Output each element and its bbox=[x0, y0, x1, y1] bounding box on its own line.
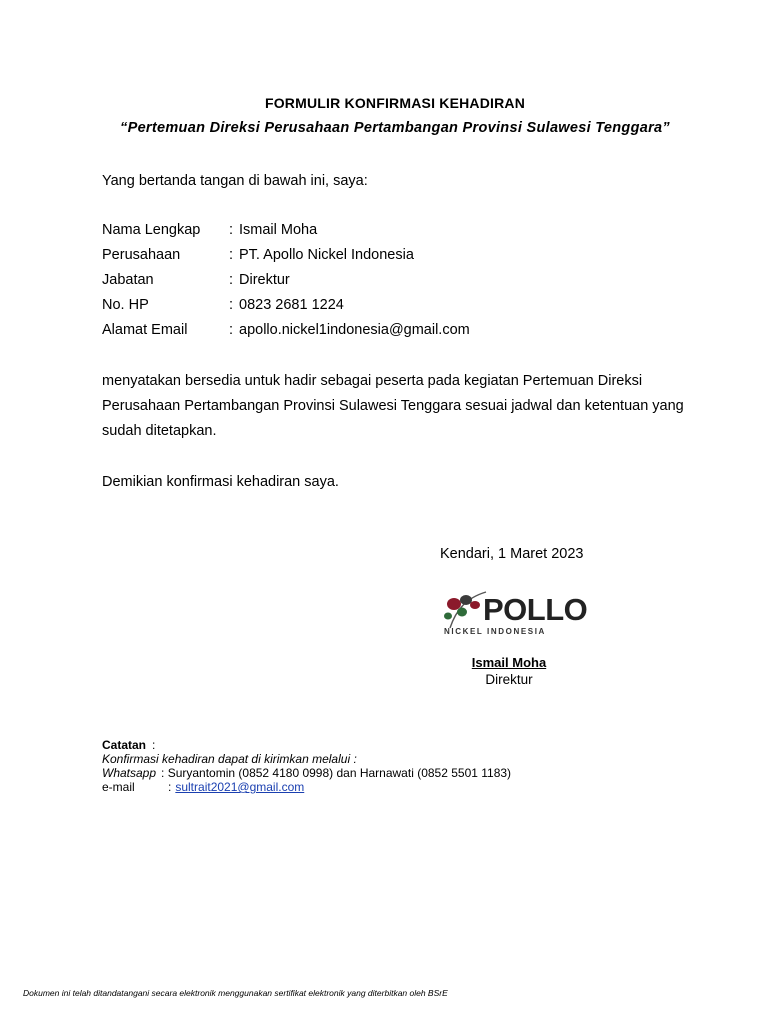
notes-whatsapp-row bbox=[102, 766, 511, 780]
identity-fields bbox=[102, 217, 470, 342]
field-label: No. HP bbox=[102, 296, 149, 313]
field-row-company bbox=[102, 242, 470, 267]
field-row-position bbox=[102, 267, 470, 292]
notes-section bbox=[102, 738, 511, 794]
logo-subtext: NICKEL INDONESIA bbox=[444, 627, 546, 636]
field-row-email bbox=[102, 317, 470, 342]
intro-text: Yang bertanda tangan di bawah ini, saya: bbox=[102, 173, 368, 189]
logo-text: POLLO bbox=[483, 592, 588, 627]
email-label: e-mail bbox=[102, 780, 135, 794]
notes-heading-row bbox=[102, 738, 511, 752]
form-title: FORMULIR KONFIRMASI KEHADIRAN bbox=[264, 95, 526, 111]
field-label: Nama Lengkap bbox=[102, 221, 201, 238]
whatsapp-label: Whatsapp bbox=[102, 766, 157, 780]
notes-email-row bbox=[102, 780, 511, 794]
field-label: Jabatan bbox=[102, 271, 154, 288]
field-value-phone: 0823 2681 1224 bbox=[239, 296, 344, 313]
field-value-company: PT. Apollo Nickel Indonesia bbox=[239, 246, 414, 263]
field-colon: : bbox=[229, 221, 234, 238]
field-colon: : bbox=[229, 321, 234, 338]
signer-title: Direktur bbox=[485, 672, 533, 687]
notes-heading: Catatan bbox=[102, 738, 147, 752]
field-colon: : bbox=[229, 271, 234, 288]
field-colon: : bbox=[229, 246, 234, 263]
signer-name: Ismail Moha bbox=[471, 655, 547, 670]
statement-paragraph: menyatakan bersedia untuk hadir sebagai peserta pada kegiatan Pertemuan Direksi Perusahaan Pertambangan Provinsi Sulawesi Tenggara sesuai jadwal dan ketentuan yang sudah ditetapkan. bbox=[102, 373, 684, 439]
field-label: Perusahaan bbox=[102, 246, 181, 263]
company-logo bbox=[442, 586, 602, 644]
event-subtitle: “Pertemuan Direksi Perusahaan Pertambangan Provinsi Sulawesi Tenggara” bbox=[120, 120, 670, 136]
email-colon: : bbox=[168, 780, 172, 794]
notes-line: Konfirmasi kehadiran dapat di kirimkan melalui : bbox=[102, 752, 357, 766]
field-value-name: Ismail Moha bbox=[239, 221, 318, 238]
closing-text: Demikian konfirmasi kehadiran saya. bbox=[102, 474, 339, 490]
field-row-phone bbox=[102, 292, 470, 317]
field-colon: : bbox=[229, 296, 234, 313]
e-signature-footer: Dokumen ini telah ditandatangani secara elektronik menggunakan sertifikat elektronik yang diterbitkan oleh BSrE bbox=[23, 988, 448, 998]
place-date: Kendari, 1 Maret 2023 bbox=[440, 546, 584, 562]
field-value-position: Direktur bbox=[239, 271, 290, 288]
field-value-email: apollo.nickel1indonesia@gmail.com bbox=[239, 321, 470, 338]
field-row-name bbox=[102, 217, 470, 242]
contact-email-link[interactable]: sultrait2021@gmail.com bbox=[175, 780, 305, 794]
whatsapp-value: : Suryantomin (0852 4180 0998) dan Harnawati (0852 5501 1183) bbox=[161, 766, 512, 780]
notes-heading-colon: : bbox=[152, 738, 156, 752]
field-label: Alamat Email bbox=[102, 321, 188, 338]
